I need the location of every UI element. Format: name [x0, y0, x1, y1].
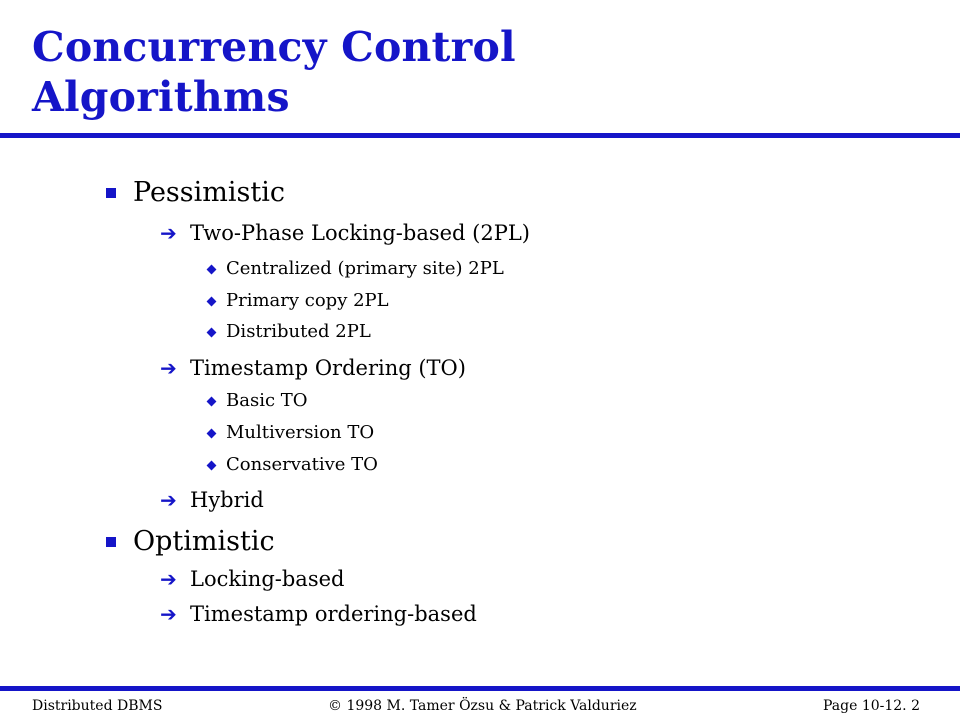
arrow-bullet-icon: ➔ [160, 567, 177, 591]
bullet-optimistic-label: Optimistic [133, 526, 275, 557]
slide-title [32, 22, 516, 122]
bullet-timestamp-ordering [160, 354, 466, 382]
bullet-centralized-2pl [206, 257, 504, 281]
diamond-bullet-icon [207, 327, 217, 337]
arrow-bullet-icon: ➔ [160, 221, 177, 245]
footer-page-number: Page 10-12. 2 [822, 698, 920, 714]
diamond-bullet-icon [207, 460, 217, 470]
arrow-bullet-icon: ➔ [160, 356, 177, 380]
bullet-pessimistic-label: Pessimistic [133, 177, 285, 208]
slide-title-line-1: Concurrency Control [32, 23, 516, 71]
bullet-basic-to-label: Basic TO [226, 390, 308, 411]
bullet-timestamp-ordering-label: Timestamp Ordering (TO) [190, 356, 466, 380]
bullet-basic-to [206, 389, 308, 413]
bullet-hybrid [160, 486, 264, 514]
bullet-locking-based-label: Locking-based [190, 567, 345, 591]
slide-title-line-2: Algorithms [32, 73, 290, 121]
bullet-primary-copy-2pl-label: Primary copy 2PL [226, 290, 389, 311]
footer-copyright: © 1998 M. Tamer Özsu & Patrick Valduriez [328, 698, 637, 714]
bullet-multiversion-to-label: Multiversion TO [226, 422, 375, 443]
bullet-timestamp-ordering-based [160, 600, 477, 628]
bullet-primary-copy-2pl [206, 289, 389, 313]
diamond-bullet-icon [207, 396, 217, 406]
footer-course-name: Distributed DBMS [32, 698, 163, 714]
bullet-multiversion-to [206, 421, 374, 445]
bullet-centralized-2pl-label: Centralized (primary site) 2PL [226, 258, 504, 279]
bullet-locking-based [160, 565, 344, 593]
bullet-two-phase-locking [160, 219, 530, 247]
bullet-hybrid-label: Hybrid [190, 488, 264, 512]
bullet-conservative-to [206, 453, 378, 477]
bullet-distributed-2pl-label: Distributed 2PL [226, 321, 371, 342]
footer-divider [0, 686, 960, 691]
bullet-pessimistic [106, 176, 285, 210]
bullet-timestamp-ordering-based-label: Timestamp ordering-based [190, 602, 477, 626]
diamond-bullet-icon [207, 428, 217, 438]
title-divider [0, 133, 960, 138]
bullet-optimistic [106, 525, 275, 559]
diamond-bullet-icon [207, 264, 217, 274]
bullet-two-phase-locking-label: Two-Phase Locking-based (2PL) [190, 221, 530, 245]
bullet-distributed-2pl [206, 320, 371, 344]
arrow-bullet-icon: ➔ [160, 602, 177, 626]
diamond-bullet-icon [207, 296, 217, 306]
bullet-conservative-to-label: Conservative TO [226, 454, 378, 475]
square-bullet-icon [106, 188, 116, 198]
arrow-bullet-icon: ➔ [160, 488, 177, 512]
square-bullet-icon [106, 537, 116, 547]
